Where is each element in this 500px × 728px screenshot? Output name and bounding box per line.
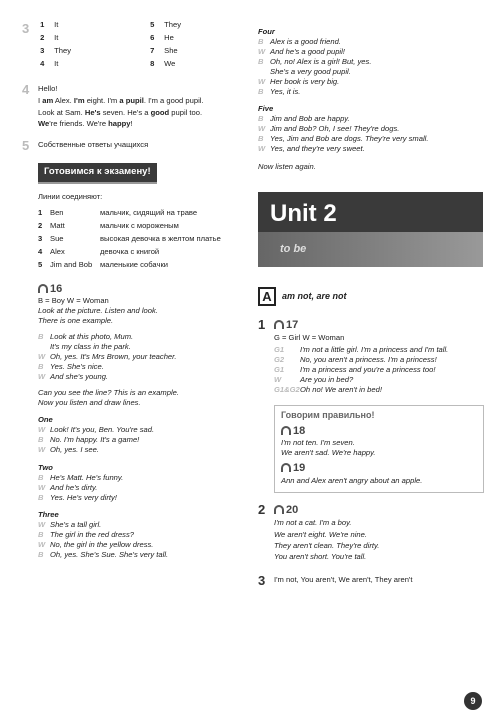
part-heading: Four [258,27,275,36]
track-16-section [22,282,250,560]
links-title: Линии соединяют: [38,191,103,201]
example-dialogue: B Look at this photo, Mum. It's my class in the park. W Oh, yes. It's Mrs Brown, your teacher. B Yes. She's nice. W And she's young. [38,332,177,382]
text-line: We aren't sad. We're happy. [281,448,376,458]
instruction: Can you see the line? This is an example. [38,388,179,398]
exercise-3 [22,20,250,69]
answer-num: 8 [150,59,155,69]
text-line: Hello! [38,84,58,94]
part-heading: Two [38,462,53,472]
exercise-number: 5 [22,138,30,154]
instruction: Now you listen and draw lines. [38,398,141,408]
right-column [258,27,483,588]
exercise-number: 1 [258,317,266,333]
answer: They [54,46,72,56]
unit-title: Unit 2 [270,200,337,228]
answer-num: 1 [40,20,45,29]
exercise-2 [258,503,483,563]
track-18-heading: 18 [281,424,477,439]
track-20-heading: 20 [274,503,483,518]
answer-num: 5 [150,20,155,29]
answer: It [54,59,59,69]
track-17-heading: 17 [274,318,483,333]
speaker-key: B = Boy W = Woman [38,296,109,306]
headphones-icon [281,426,291,435]
answer: She [164,46,178,56]
headphones-icon [274,320,284,329]
exercise-number: 3 [258,572,266,588]
answer-num: 4 [40,59,45,69]
section-letter: A [258,287,276,306]
answer-num: 6 [150,33,155,43]
track-16-heading: 16 [38,282,250,297]
dialogue-three: W She's a tall girl. B The girl in the red dress? W No, the girl in the yellow dress. B Oh, yes. She's Sue. She's very tall. [38,519,169,559]
text-line: I am Alex. I'm eight. I'm a pupil. I'm a good pupil. [38,95,204,105]
answer-num: 3 [40,46,45,56]
grammar-box [274,405,484,493]
dialogue: G1 I'm not a little girl. I'm a princess and I'm tall. G2 No, you aren't a princess. I'm a princess! G1 I'm a princess and you're a princess too! W Are you in bed? G1&G2Oh no! We aren't in bed! [274,344,449,394]
instruction: Look at the picture. Listen and look. [38,306,158,316]
text-line: I'm not, You aren't, We aren't, They aren't [274,574,413,584]
answers-grid [40,20,244,69]
dialogue-two: B He's Matt. He's funny. W And he's dirty. B Yes. He's very dirty! [38,472,124,502]
text-line: Look at Sam. He's seven. He's a good pupil too. [38,107,203,117]
text-line: Ann and Alex aren't angry about an apple. [281,475,423,485]
text-line: Собственные ответы учащихся [38,140,149,150]
answer: We [164,59,176,69]
links-section [22,192,250,270]
instruction: There is one example. [38,316,114,326]
headphones-icon [274,505,284,514]
track-19-heading: 19 [281,461,477,476]
links-list: 1 Ben мальчик, сидящий на траве 2 Matt мальчик с мороженым 3 Sue высокая девочка в желтом платье 4 Alex девочка с книгой 5 Jim and Bob маленькие собачки [38,207,221,269]
part-heading: Five [258,104,274,114]
exercise-1 [258,318,483,395]
dialogue-five: B Jim and Bob are happy. W Jim and Bob? Oh, I see! They're dogs. B Yes, Jim and Bob are dogs. They're very small. W Yes, and they're very sweet. [258,114,429,154]
text-line: I'm not ten. I'm seven. [281,438,355,448]
headphones-icon [38,284,48,293]
unit-banner [258,192,483,267]
answer-num: 7 [150,46,155,56]
exercise-number: 2 [258,501,266,517]
answer: He [164,33,174,43]
text-line: We're friends. We're happy! [38,119,133,129]
exercise-5 [22,138,250,154]
answer: It [54,20,59,29]
page-number: 9 [464,692,482,710]
section-a-heading [258,287,483,306]
section-title: am not, are not [282,290,347,301]
exercise-3b [258,572,483,588]
exercise-number: 3 [22,21,30,36]
exercise-4 [22,83,250,130]
exercise-number: 4 [22,82,30,98]
speaker-key: G = Girl W = Woman [274,332,345,342]
part-heading: One [38,415,53,425]
answer: It [54,33,59,43]
part-heading: Three [38,509,59,519]
left-column [22,20,250,560]
unit-subtitle: to be [280,243,307,256]
answer: They [164,20,182,29]
dialogue-one: W Look! It's you, Ben. You're sad. B No. I'm happy. It's a game! W Oh, yes. I see. [38,425,155,455]
dialogue-four: B Alex is a good friend. W And he's a good pupil! B Oh, no! Alex is a girl! But, yes. She's a very good pupil. W Her book is very big. B Yes, it is. [258,37,372,97]
grammar-title: Говорим правильно! [281,409,375,420]
answer-num: 2 [40,33,45,43]
dialogue: I'm not a cat. I'm a boy. We aren't eight. We're nine. They aren't clean. They're dirty. You aren't short. You're tall. [274,518,380,562]
headphones-icon [281,463,291,472]
exam-banner: Готовимся к экзамену! [38,163,157,184]
instruction: Now listen again. [258,162,316,172]
